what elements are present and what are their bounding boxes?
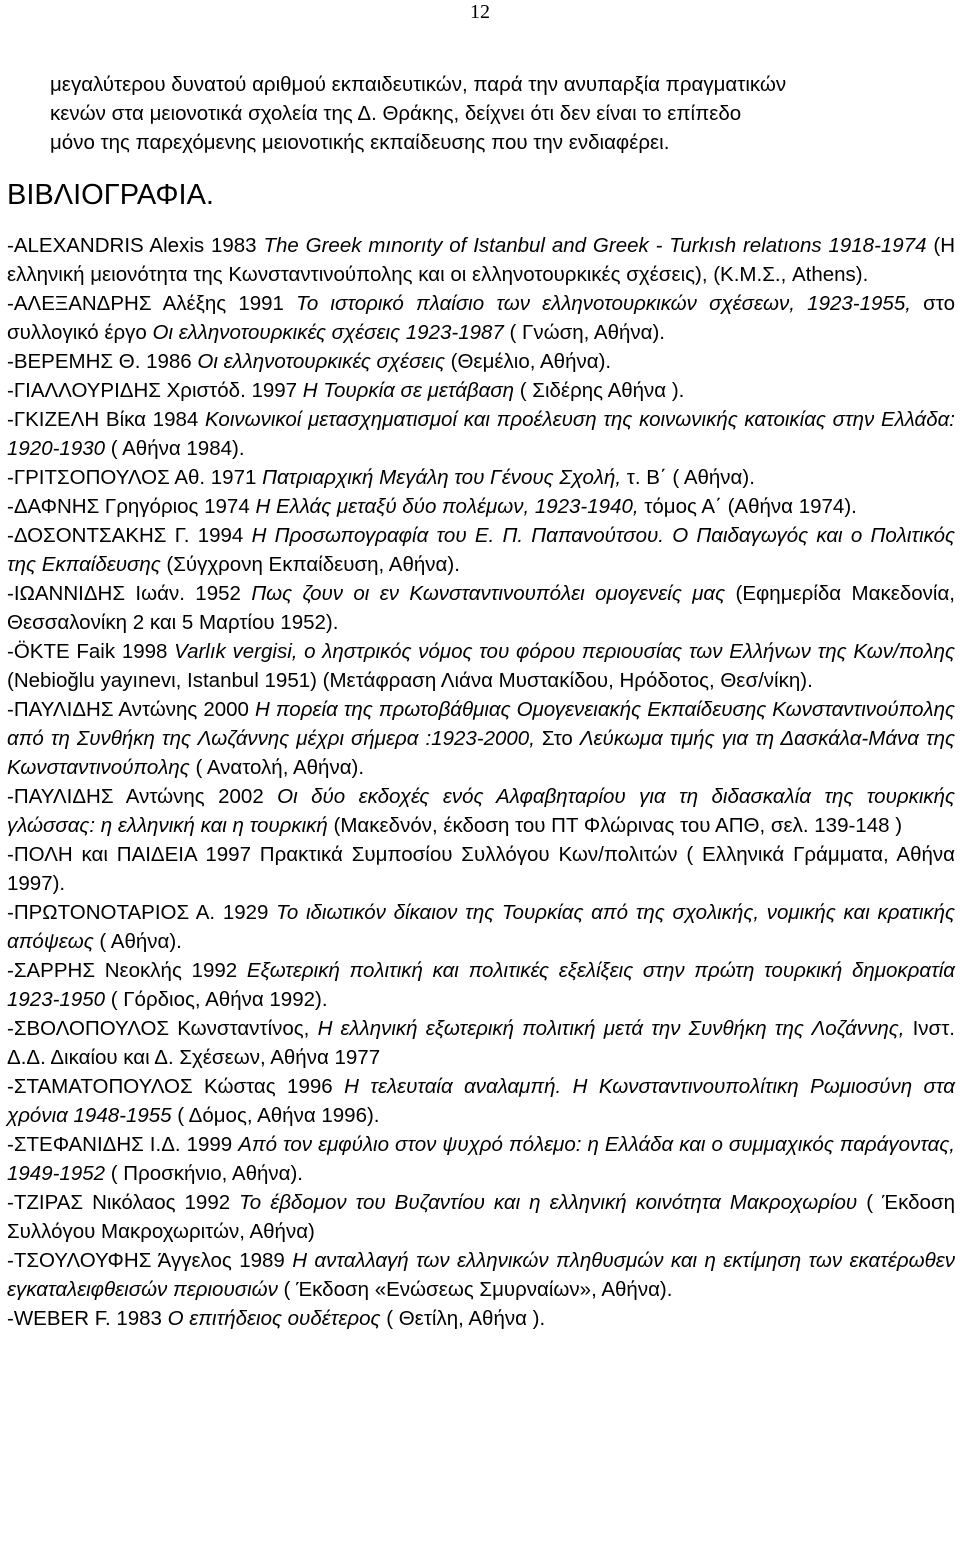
entry-text: -ΓΙΑΛΛΟΥΡΙΔΗΣ Χριστόδ. 1997 xyxy=(7,379,303,402)
bibliography-entry xyxy=(7,231,955,289)
bibliography-entry xyxy=(7,1072,955,1130)
bibliography-entry xyxy=(7,347,955,376)
entry-text: Στο xyxy=(534,727,580,750)
entry-text: ( Αθήνα 1984). xyxy=(105,437,245,460)
bibliography-entry xyxy=(7,1304,955,1333)
entry-title-text: The Greek mınorıty of Istanbul and Greek - Turkısh relatıons 1918-1974 xyxy=(263,234,927,257)
entry-text: -ΠΡΩΤΟΝΟΤΑΡΙΟΣ Α. 1929 xyxy=(7,901,277,924)
bibliography-entry xyxy=(7,1014,955,1072)
intro-line: μόνο της παρεχόμενης μειονοτικής εκπαίδευσης που την ενδιαφέρει. xyxy=(50,131,670,154)
bibliography-entry xyxy=(7,463,955,492)
bibliography-entry xyxy=(7,956,955,1014)
entry-title-text: Η πορεία της πρωτοβάθμιας Ομογενειακής Εκπαίδευσης Κωνσταντινούπολης από τη Συνθήκη της Λωζάννης μέχρι σήμερα :1923-2000, xyxy=(7,698,955,750)
entry-text: ( Προσκήνιο, Αθήνα). xyxy=(105,1162,303,1185)
entry-text: (Nebioğlu yayınevι, Istanbul 1951) (Μετάφραση Λιάνα Μυστακίδου, Ηρόδοτος, Θεσ/νίκη). xyxy=(7,669,813,692)
entry-text: (Μακεδνόν, έκδοση του ΠΤ Φλώρινας του ΑΠΘ, σελ. 139-148 ) xyxy=(327,814,903,837)
entry-text: -ΑΛΕΞΑΝΔΡΗΣ Αλέξης 1991 xyxy=(7,292,297,315)
entry-text: ( Δόμος, Αθήνα 1996). xyxy=(171,1104,380,1127)
entry-text: -ΣΒΟΛΟΠΟΥΛΟΣ Κωνσταντίνος, xyxy=(7,1017,318,1040)
entry-title-text: Λεύκωμα τιμής για τη Δασκάλα-Μάνα της Κωνσταντινούπολης xyxy=(7,727,955,779)
entry-text: τόμος Α΄ (Αθήνα 1974). xyxy=(638,495,857,518)
entry-title-text: Η Τουρκία σε μετάβαση xyxy=(302,379,515,402)
entry-text: -ΣΤΕΦΑΝΙΔΗΣ Ι.Δ. 1999 xyxy=(7,1133,239,1156)
entry-text: -ΤΣΟΥΛΟΥΦΗΣ Άγγελος 1989 xyxy=(7,1249,293,1272)
entry-text: ( Γόρδιος, Αθήνα 1992). xyxy=(105,988,328,1011)
entry-text: -WEBER F. 1983 xyxy=(7,1307,168,1330)
bibliography-entry xyxy=(7,1188,955,1246)
entry-text: ( Έκδοση Συλλόγου Μακροχωριτών, Αθήνα) xyxy=(7,1191,956,1243)
entry-title-text: Οι ελληνοτουρκικές σχέσεις 1923-1987 xyxy=(152,321,504,344)
entry-title-text: Το ιδιωτικόν δίκαιον της Τουρκίας από της σχολικής, νομικής και κρατικής απόψεως xyxy=(7,901,955,953)
entry-title-text: Κοινωνικοί μετασχηματισμοί και προέλευση της κοινωνικής κατοικίας στην Ελλάδα: 1920-1930 xyxy=(7,408,955,460)
entry-title-text: Το ιστορικό πλαίσιο των ελληνοτουρκικών σχέσεων, 1923-1955, xyxy=(296,292,911,315)
bibliography-entry xyxy=(7,521,955,579)
bibliography-entry xyxy=(7,492,955,521)
entry-text: -ΔΑΦΝΗΣ Γρηγόριος 1974 xyxy=(7,495,256,518)
entry-title-text: Ο επιτήδειος ουδέτερος xyxy=(167,1307,381,1330)
entry-text: ( Αθήνα). xyxy=(93,930,182,953)
entry-title-text: Η Ελλάς μεταξύ δύο πολέμων, 1923-1940, xyxy=(255,495,639,518)
intro-paragraph xyxy=(7,70,955,157)
entry-title-text: Η τελευταία αναλαμπή. Η Κωνσταντινουπολίτικη Ρωμιοσύνη στα χρόνια 1948-1955 xyxy=(7,1075,955,1127)
entry-title-text: Πατριαρχική Μεγάλη του Γένους Σχολή, xyxy=(262,466,622,489)
bibliography-entry xyxy=(7,579,955,637)
bibliography-entry xyxy=(7,637,955,695)
entry-title-text: Η ανταλλαγή των ελληνικών πληθυσμών και η εκτίμηση των εκατέρωθεν εγκαταλειφθεισών περιουσιών xyxy=(7,1249,955,1301)
entry-text: -ΓΡΙΤΣΟΠΟΥΛΟΣ Αθ. 1971 xyxy=(7,466,263,489)
bibliography-entry xyxy=(7,405,955,463)
entry-text: στο συλλογικό έργο xyxy=(7,292,955,344)
entry-title-text: Οι δύο εκδοχές ενός Αλφαβηταρίου για τη διδασκαλία της τουρκικής γλώσσας: η ελληνική και η τουρκική xyxy=(7,785,956,837)
bibliography-entry xyxy=(7,376,955,405)
bibliography-entry xyxy=(7,695,955,782)
intro-line: κενών στα μειονοτικά σχολεία της Δ. Θράκης, δείχνει ότι δεν είναι το επίπεδο xyxy=(50,102,742,125)
intro-line: μεγαλύτερου δυνατού αριθμού εκπαιδευτικών, παρά την ανυπαρξία πραγματικών xyxy=(50,73,787,96)
entry-title-text: Από τον εμφύλιο στον ψυχρό πόλεμο: η Ελλάδα και ο συμμαχικός παράγοντας, 1949-1952 xyxy=(7,1133,955,1185)
entry-text: -ΠΟΛΗ και ΠΑΙΔΕΙΑ 1997 Πρακτικά Συμποσίου Συλλόγου Κων/πολιτών ( Ελληνικά Γράμματα, Αθήνα 1997). xyxy=(7,843,955,895)
entry-text: -ΓΚΙΖΕΛΗ Βίκα 1984 xyxy=(7,408,205,431)
entry-text: (Σύγχρονη Εκπαίδευση, Αθήνα). xyxy=(160,553,460,576)
entry-title-text: Η Προσωπογραφία του Ε. Π. Παπανούτσου. Ο Παιδαγωγός και ο Πολιτικός της Εκπαίδευσης xyxy=(7,524,955,576)
entry-title-text: Οι ελληνοτουρκικές σχέσεις xyxy=(197,350,445,373)
entry-text: (Θεμέλιο, Αθήνα). xyxy=(444,350,612,373)
bibliography-entry xyxy=(7,782,955,840)
entry-text: -ΙΩΑΝΝΙΔΗΣ Ιωάν. 1952 xyxy=(7,582,252,605)
entry-text: ( Σιδέρης Αθήνα ). xyxy=(514,379,685,402)
bibliography-entry xyxy=(7,289,955,347)
entry-text: (Η ελληνική μειονότητα της Κωνσταντινούπολης και οι ελληνοτουρκικές σχέσεις), (Κ.Μ.Σ., Athens). xyxy=(7,234,956,286)
page-content xyxy=(7,70,955,1333)
entry-text: ( Θετίλη, Αθήνα ). xyxy=(380,1307,546,1330)
entry-title-text: Το έβδομον του Βυζαντίου και η ελληνική κοινότητα Μακροχωρίου xyxy=(239,1191,858,1214)
entry-text: -ΔΟΣΟΝΤΣΑΚΗΣ Γ. 1994 xyxy=(7,524,252,547)
entry-text: -ΣΑΡΡΗΣ Νεοκλής 1992 xyxy=(7,959,247,982)
entry-title-text: Εξωτερική πολιτική και πολιτικές εξελίξεις στην πρώτη τουρκική δημοκρατία 1923-1950 xyxy=(7,959,956,1011)
entry-text: -ΣΤΑΜΑΤΟΠΟΥΛΟΣ Κώστας 1996 xyxy=(7,1075,345,1098)
entry-text: -ΠΑΥΛΙΔΗΣ Αντώνης 2000 xyxy=(7,698,255,721)
bibliography-entry xyxy=(7,898,955,956)
entry-text: τ. Β΄ ( Αθήνα). xyxy=(621,466,755,489)
bibliography-list xyxy=(7,231,955,1333)
entry-text: -ΤΖΙΡΑΣ Νικόλαος 1992 xyxy=(7,1191,240,1214)
entry-title-text: Πως ζουν οι εν Κωνσταντινουπόλει ομογενείς μας xyxy=(251,582,726,605)
bibliography-heading: ΒΙΒΛΙΟΓΡΑΦΙΑ. xyxy=(7,179,214,211)
bibliography-entry xyxy=(7,1130,955,1188)
bibliography-entry xyxy=(7,1246,955,1304)
entry-text: ( Έκδοση «Ενώσεως Σμυρναίων», Αθήνα). xyxy=(277,1278,673,1301)
bibliography-entry xyxy=(7,840,955,898)
entry-text: -ΒΕΡΕΜΗΣ Θ. 1986 xyxy=(7,350,198,373)
entry-text: -ALEXANDRIS Alexis 1983 xyxy=(7,234,264,257)
entry-text: -ΠΑΥΛΙΔΗΣ Αντώνης 2002 xyxy=(7,785,278,808)
entry-text: Ινστ. Δ.Δ. Δικαίου και Δ. Σχέσεων, Αθήνα 1977 xyxy=(7,1017,955,1069)
entry-text: -ÖKTE Faik 1998 xyxy=(7,640,175,663)
entry-text: ( Γνώση, Αθήνα). xyxy=(503,321,665,344)
entry-title-text: Varlık vergisi, ο ληστρικός νόμος του φόρου περιουσίας των Ελλήνων της Κων/πολης xyxy=(174,640,955,663)
entry-text: ( Ανατολή, Αθήνα). xyxy=(189,756,365,779)
page-number: 12 xyxy=(470,1,490,23)
entry-text: (Εφημερίδα Μακεδονία, Θεσσαλονίκη 2 και 5 Μαρτίου 1952). xyxy=(7,582,956,634)
entry-title-text: Η ελληνική εξωτερική πολιτική μετά την Συνθήκη της Λοζάννης, xyxy=(317,1017,905,1040)
